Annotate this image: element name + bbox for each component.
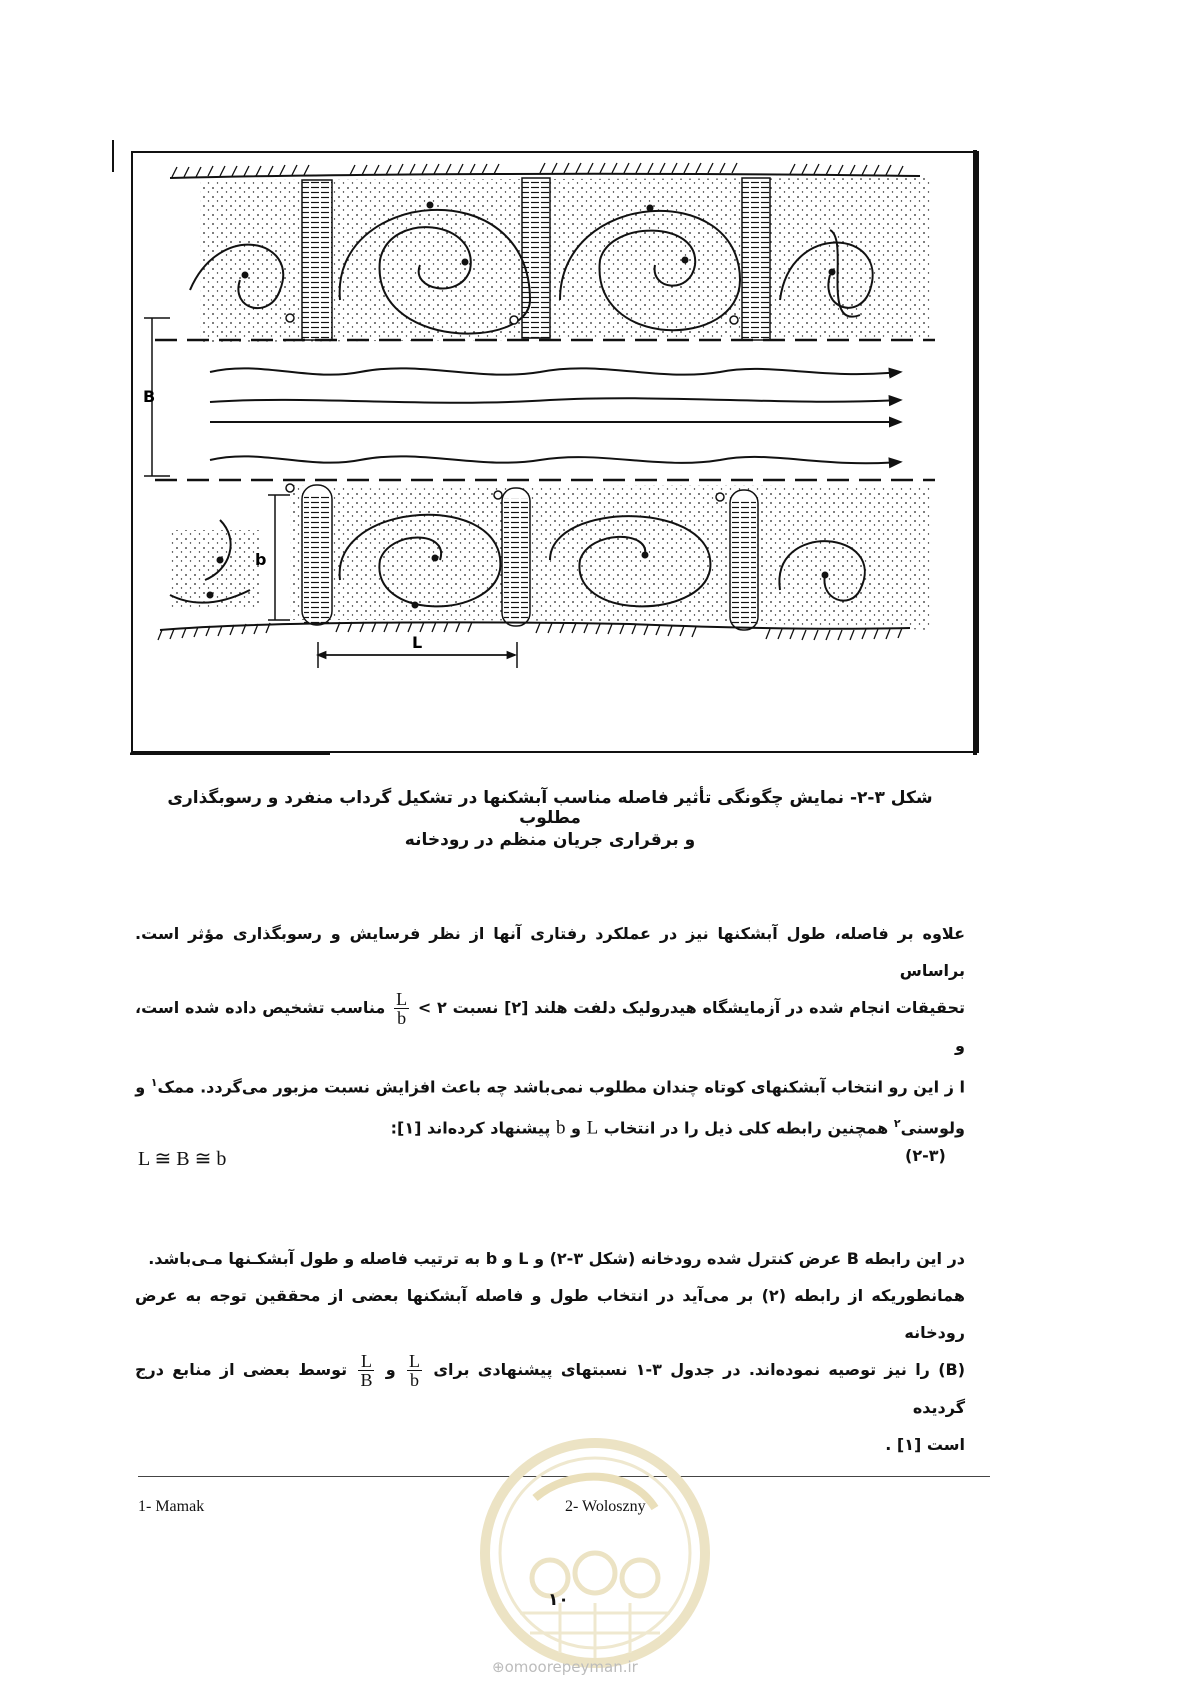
figure-label-B: B <box>143 387 156 406</box>
paragraph-2 <box>135 1240 965 1463</box>
paragraph-2-line-2: همانطوریکه از رابطه (۲) بر می‌آید در انتخاب طول و فاصله آبشکنها بعضی از محققین توجه به عرض رودخانه <box>135 1286 966 1342</box>
fraction-denominator: b <box>397 1008 407 1028</box>
fraction-L-over-b <box>407 1352 422 1389</box>
page-number: ۱۰ <box>548 1590 569 1610</box>
paragraph-1-line-1: علاوه بر فاصله، طول آبشکنها نیز در عملکرد رفتاری آنها از نظر فرسایش و رسوبگذاری مؤثر است. براساس <box>135 924 965 980</box>
equation-formula: L ≅ B ≅ b <box>138 1148 227 1170</box>
paragraph-1-line-3 <box>135 1064 965 1105</box>
fraction-numerator: L <box>396 989 408 1009</box>
footnote-2: 2- Woloszny <box>565 1498 646 1515</box>
symbol-b: b <box>555 1117 566 1139</box>
figure-label-b: b <box>255 550 267 569</box>
symbol-L: L <box>586 1117 599 1139</box>
p2-l3-end: توسط بعضی از منابع درج گردیده <box>135 1360 965 1417</box>
p1-l2-start: تحقیقات انجام شده در آزمایشگاه هیدرولیک دلفت هلند [۲] نسبت ۲ > <box>417 998 966 1017</box>
p1-l4-end: پیشنهاد کرده‌اند [۱]: <box>390 1118 551 1138</box>
globe-icon: ⊕ <box>492 1658 505 1676</box>
equation-number: (۲-۳) <box>905 1146 946 1165</box>
footnote-ref-1: ۱ <box>150 1076 158 1089</box>
fraction-L-over-b <box>394 990 409 1027</box>
footnote-ref-2: ۲ <box>893 1117 901 1131</box>
p1-l2-end: مناسب تشخیص داده شده است، و <box>135 998 965 1055</box>
margin-mark <box>112 140 114 172</box>
fraction-numerator: L <box>409 1351 421 1371</box>
figure-caption-line2: و برقراری جریان منظم در رودخانه <box>404 830 696 850</box>
watermark-seal-logo <box>480 1438 710 1668</box>
paragraph-2-line-4: است [۱] . <box>885 1435 965 1454</box>
p2-l3-start: (B) را نیز توصیه نموده‌اند. در جدول ۳-۱ نسبتهای پیشنهادی برای <box>433 1360 966 1379</box>
watermark-text <box>492 1658 638 1676</box>
fraction-denominator: B <box>360 1370 373 1390</box>
paragraph-1 <box>135 915 965 1147</box>
paragraph-2-line-3 <box>135 1351 965 1426</box>
watermark-url: omoorepeyman.ir <box>504 1658 638 1676</box>
fraction-L-over-B <box>358 1352 374 1389</box>
figure-groyne-spacing-diagram <box>130 150 980 755</box>
figure-caption-line1: شکل ۳-۲- نمایش چگونگی تأثیر فاصله مناسب آبشکنها در تشکیل گرداب منفرد و رسوبگذاری مطلوب <box>167 788 933 828</box>
p1-l4-start: ولوسنی <box>900 1118 965 1138</box>
fraction-numerator: L <box>358 1352 374 1371</box>
paragraph-1-line-4 <box>135 1105 965 1146</box>
p1-l4-and: و <box>571 1118 581 1138</box>
footnote-1: 1- Mamak <box>138 1498 205 1515</box>
paragraph-1-line-2 <box>135 989 965 1064</box>
p2-l3-and: و <box>385 1360 396 1379</box>
figure-label-L: L <box>412 633 423 652</box>
paragraph-2-line-1: در این رابطه B عرض کنترل شده رودخانه (شکل ۳-۲) و L و b به ترتیب فاصله و طول آبشکـنها مـی‌باشد. <box>148 1249 965 1268</box>
p1-l3-text: ا ز این رو انتخاب آبشکنهای کوتاه چندان مطلوب نمی‌باشد چه باعث افزایش نسبت مزبور می‌گردد. ممک <box>157 1077 965 1097</box>
p1-l3-end: و <box>135 1077 146 1097</box>
p1-l4-mid: همچنین رابطه کلی ذیل را در انتخاب <box>603 1118 889 1138</box>
fraction-denominator: b <box>410 1370 420 1390</box>
